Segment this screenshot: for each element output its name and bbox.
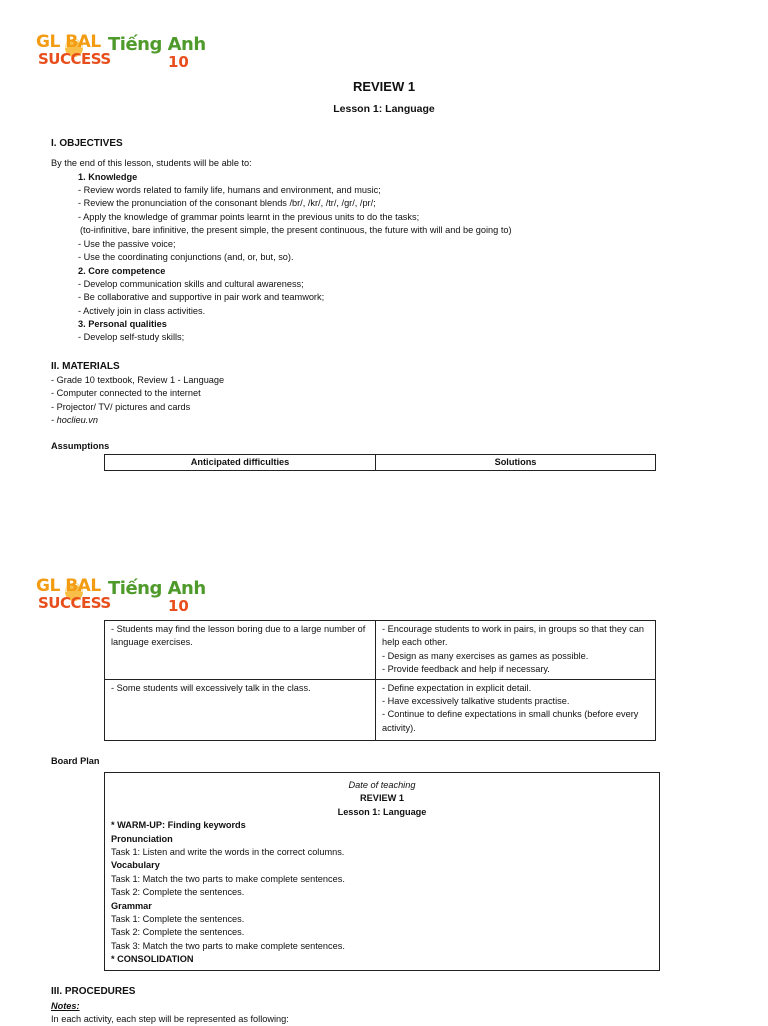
page-title: REVIEW 1 xyxy=(352,79,416,94)
solutions-cell xyxy=(376,621,656,680)
column-header-solutions: Solutions xyxy=(376,455,656,471)
page-subtitle: Lesson 1: Language xyxy=(333,103,435,115)
logo-grade: 10 xyxy=(168,597,189,615)
board-vocabulary-heading: Vocabulary xyxy=(111,860,160,871)
knowledge-item: - Apply the knowledge of grammar points learnt in the previous units to do the tasks; xyxy=(78,212,420,222)
board-task: Task 1: Listen and write the words in the correct columns. xyxy=(111,847,345,858)
procedures-heading: III. PROCEDURES xyxy=(51,986,136,997)
board-title: REVIEW 1 xyxy=(360,793,404,804)
knowledge-item: (to-infinitive, bare infinitive, the present simple, the present continuous, the future with will and be going to) xyxy=(80,225,512,235)
knowledge-heading: 1. Knowledge xyxy=(78,172,138,182)
core-heading: 2. Core competence xyxy=(78,266,166,276)
materials-item: - Computer connected to the internet xyxy=(51,388,201,398)
logo-line2: SUCCESS xyxy=(38,594,111,612)
board-task: Task 2: Complete the sentences. xyxy=(111,887,245,898)
solution-item: - Continue to define expectations in small chunks (before every activity). xyxy=(382,709,639,733)
solution-item: - Provide feedback and help if necessary. xyxy=(382,664,550,675)
knowledge-item: - Review the pronunciation of the consonant blends /br/, /kr/, /tr/, /gr/, /pr/; xyxy=(78,198,376,208)
solution-item: - Design as many exercises as games as possible. xyxy=(382,650,589,661)
materials-heading: II. MATERIALS xyxy=(51,361,120,372)
knowledge-item: - Use the coordinating conjunctions (and, or, but, so). xyxy=(78,252,294,262)
logo xyxy=(36,576,206,622)
personal-heading: 3. Personal qualities xyxy=(78,319,167,329)
solutions-cell xyxy=(376,679,656,740)
board-task: Task 1: Complete the sentences. xyxy=(111,914,245,925)
personal-item: - Develop self-study skills; xyxy=(78,332,185,342)
knowledge-item: - Use the passive voice; xyxy=(78,239,176,249)
core-item: - Develop communication skills and cultural awareness; xyxy=(78,279,304,289)
assumptions-table xyxy=(104,620,656,741)
core-item: - Be collaborative and supportive in pair work and teamwork; xyxy=(78,292,325,302)
core-item: - Actively join in class activities. xyxy=(78,306,206,316)
board-date: Date of teaching xyxy=(348,780,416,790)
solution-item: - Encourage students to work in pairs, in groups so that they can help each other. xyxy=(382,624,644,648)
solution-item: - Have excessively talkative students practise. xyxy=(382,696,570,707)
notes-text: In each activity, each step will be represented as following: xyxy=(51,1014,289,1024)
logo-grade: 10 xyxy=(168,53,189,71)
board-lesson: Lesson 1: Language xyxy=(337,806,427,817)
board-warmup: * WARM-UP: Finding keywords xyxy=(111,820,246,831)
difficulty-cell: - Students may find the lesson boring due to a large number of language exercises. xyxy=(105,621,376,680)
logo-line1: GL BAL xyxy=(36,32,101,52)
board-plan-box xyxy=(104,772,660,971)
assumptions-header-table xyxy=(104,454,656,471)
solution-item: - Define expectation in explicit detail. xyxy=(382,682,532,693)
board-task: Task 1: Match the two parts to make complete sentences. xyxy=(111,873,345,884)
materials-item: - Projector/ TV/ pictures and cards xyxy=(51,402,191,412)
materials-item: - Grade 10 textbook, Review 1 - Language xyxy=(51,375,225,385)
board-grammar-heading: Grammar xyxy=(111,900,152,911)
materials-website: - hoclieu.vn xyxy=(51,415,98,425)
objectives-intro: By the end of this lesson, students will be able to: xyxy=(51,158,252,168)
board-task: Task 2: Complete the sentences. xyxy=(111,927,245,938)
board-pronunciation-heading: Pronunciation xyxy=(111,833,173,844)
table-row xyxy=(105,621,656,680)
board-plan-heading: Board Plan xyxy=(51,756,100,766)
logo-brand: Tiếng Anh xyxy=(108,34,206,55)
logo-brand: Tiếng Anh xyxy=(108,578,206,599)
knowledge-item: - Review words related to family life, humans and environment, and music; xyxy=(78,185,381,195)
assumptions-heading: Assumptions xyxy=(51,441,110,451)
logo-line2: SUCCESS xyxy=(38,50,111,68)
notes-label: Notes: xyxy=(51,1001,80,1011)
logo-line1: GL BAL xyxy=(36,576,101,596)
objectives-heading: I. OBJECTIVES xyxy=(51,138,123,149)
board-task: Task 3: Match the two parts to make complete sentences. xyxy=(111,940,345,951)
board-consolidation: * CONSOLIDATION xyxy=(111,954,194,965)
column-header-difficulties: Anticipated difficulties xyxy=(105,455,376,471)
table-row xyxy=(105,679,656,740)
difficulty-cell: - Some students will excessively talk in the class. xyxy=(105,679,376,740)
logo xyxy=(36,32,206,78)
